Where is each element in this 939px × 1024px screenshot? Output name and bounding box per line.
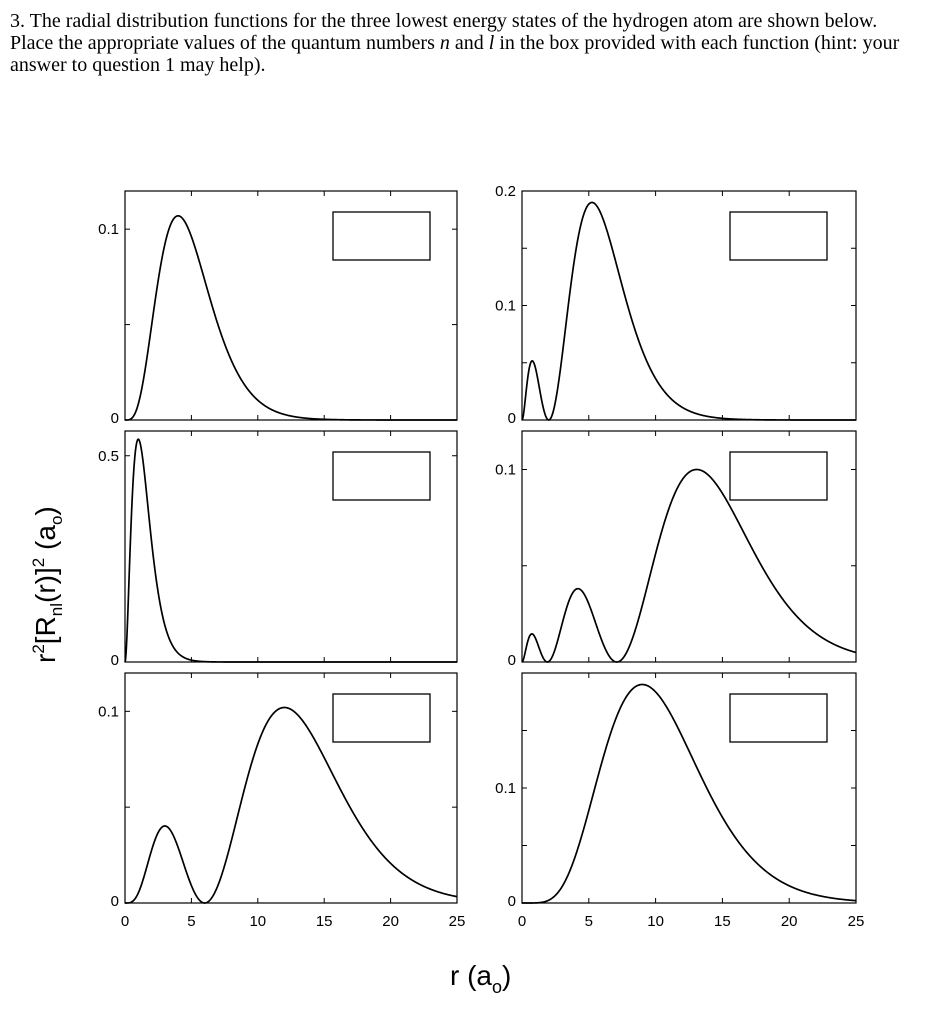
panel-2s xyxy=(495,183,856,427)
x-tick-label: 10 xyxy=(249,913,267,930)
y-tick-label: 0 xyxy=(507,893,516,910)
y-tick-label: 0.5 xyxy=(98,447,119,465)
x-tick-label: 5 xyxy=(584,913,593,930)
answer-box-3p[interactable] xyxy=(333,694,430,742)
question-text-part: The radial distribution functions for the three lowest energy states of the hydrogen atom are shown below. Place the appropriate values of the quantum numbers xyxy=(10,10,878,54)
x-tick-label: 0 xyxy=(517,913,527,930)
quantum-number-symbol: n xyxy=(439,32,450,54)
x-tick-label: 0 xyxy=(120,913,130,930)
y-tick-label: 0 xyxy=(110,652,119,669)
x-tick-label: 15 xyxy=(714,913,731,930)
y-axis-label: $r^2[R_{nl}(r)]^2$ $(a_o)$ xyxy=(29,506,66,663)
answer-box-2p[interactable] xyxy=(333,212,430,260)
answer-box-2s[interactable] xyxy=(730,212,827,260)
panel-3p xyxy=(98,673,457,910)
y-tick-label: 0 xyxy=(110,893,119,910)
y-tick-label: 0.1 xyxy=(495,297,516,315)
answer-box-1s[interactable] xyxy=(333,452,430,500)
answer-box-3s[interactable] xyxy=(730,452,827,500)
question-text: 3. The radial distribution functions for the three lowest energy states of the hydrogen atom are shown below. Place the appropriate values of the quantum numbers n and l in the box provided with each function (hint: your answer to question 1 may help). xyxy=(10,10,900,76)
answer-box-3d[interactable] xyxy=(730,694,827,742)
y-tick-label: 0.1 xyxy=(495,461,516,479)
panel-3d xyxy=(495,673,856,910)
x-tick-label: 20 xyxy=(780,913,798,930)
y-tick-label: 0.1 xyxy=(495,780,516,797)
question-text-part: and xyxy=(449,32,489,54)
y-tick-label: 0 xyxy=(507,652,516,669)
y-tick-label: 0 xyxy=(110,410,119,427)
panel-1s xyxy=(98,431,457,669)
quantum-number-symbol: l xyxy=(488,32,495,54)
x-tick-label: 25 xyxy=(847,913,865,930)
x-tick-label: 20 xyxy=(382,913,399,930)
x-tick-label: 15 xyxy=(315,913,333,930)
y-tick-label: 0.1 xyxy=(98,703,119,721)
y-tick-label: 0.1 xyxy=(98,221,119,239)
panel-3s xyxy=(495,431,856,669)
y-tick-label: 0 xyxy=(507,410,516,427)
x-tick-label: 5 xyxy=(187,913,196,930)
x-tick-label: 10 xyxy=(647,913,664,930)
panel-2p xyxy=(98,191,457,427)
question-text-part: in the box provided with each function (hint: your answer to question 1 may help). xyxy=(10,32,900,76)
x-tick-label: 25 xyxy=(448,913,466,930)
x-axis-label: r $(a_o)$ xyxy=(450,960,512,997)
y-tick-label: 0.2 xyxy=(495,183,516,200)
